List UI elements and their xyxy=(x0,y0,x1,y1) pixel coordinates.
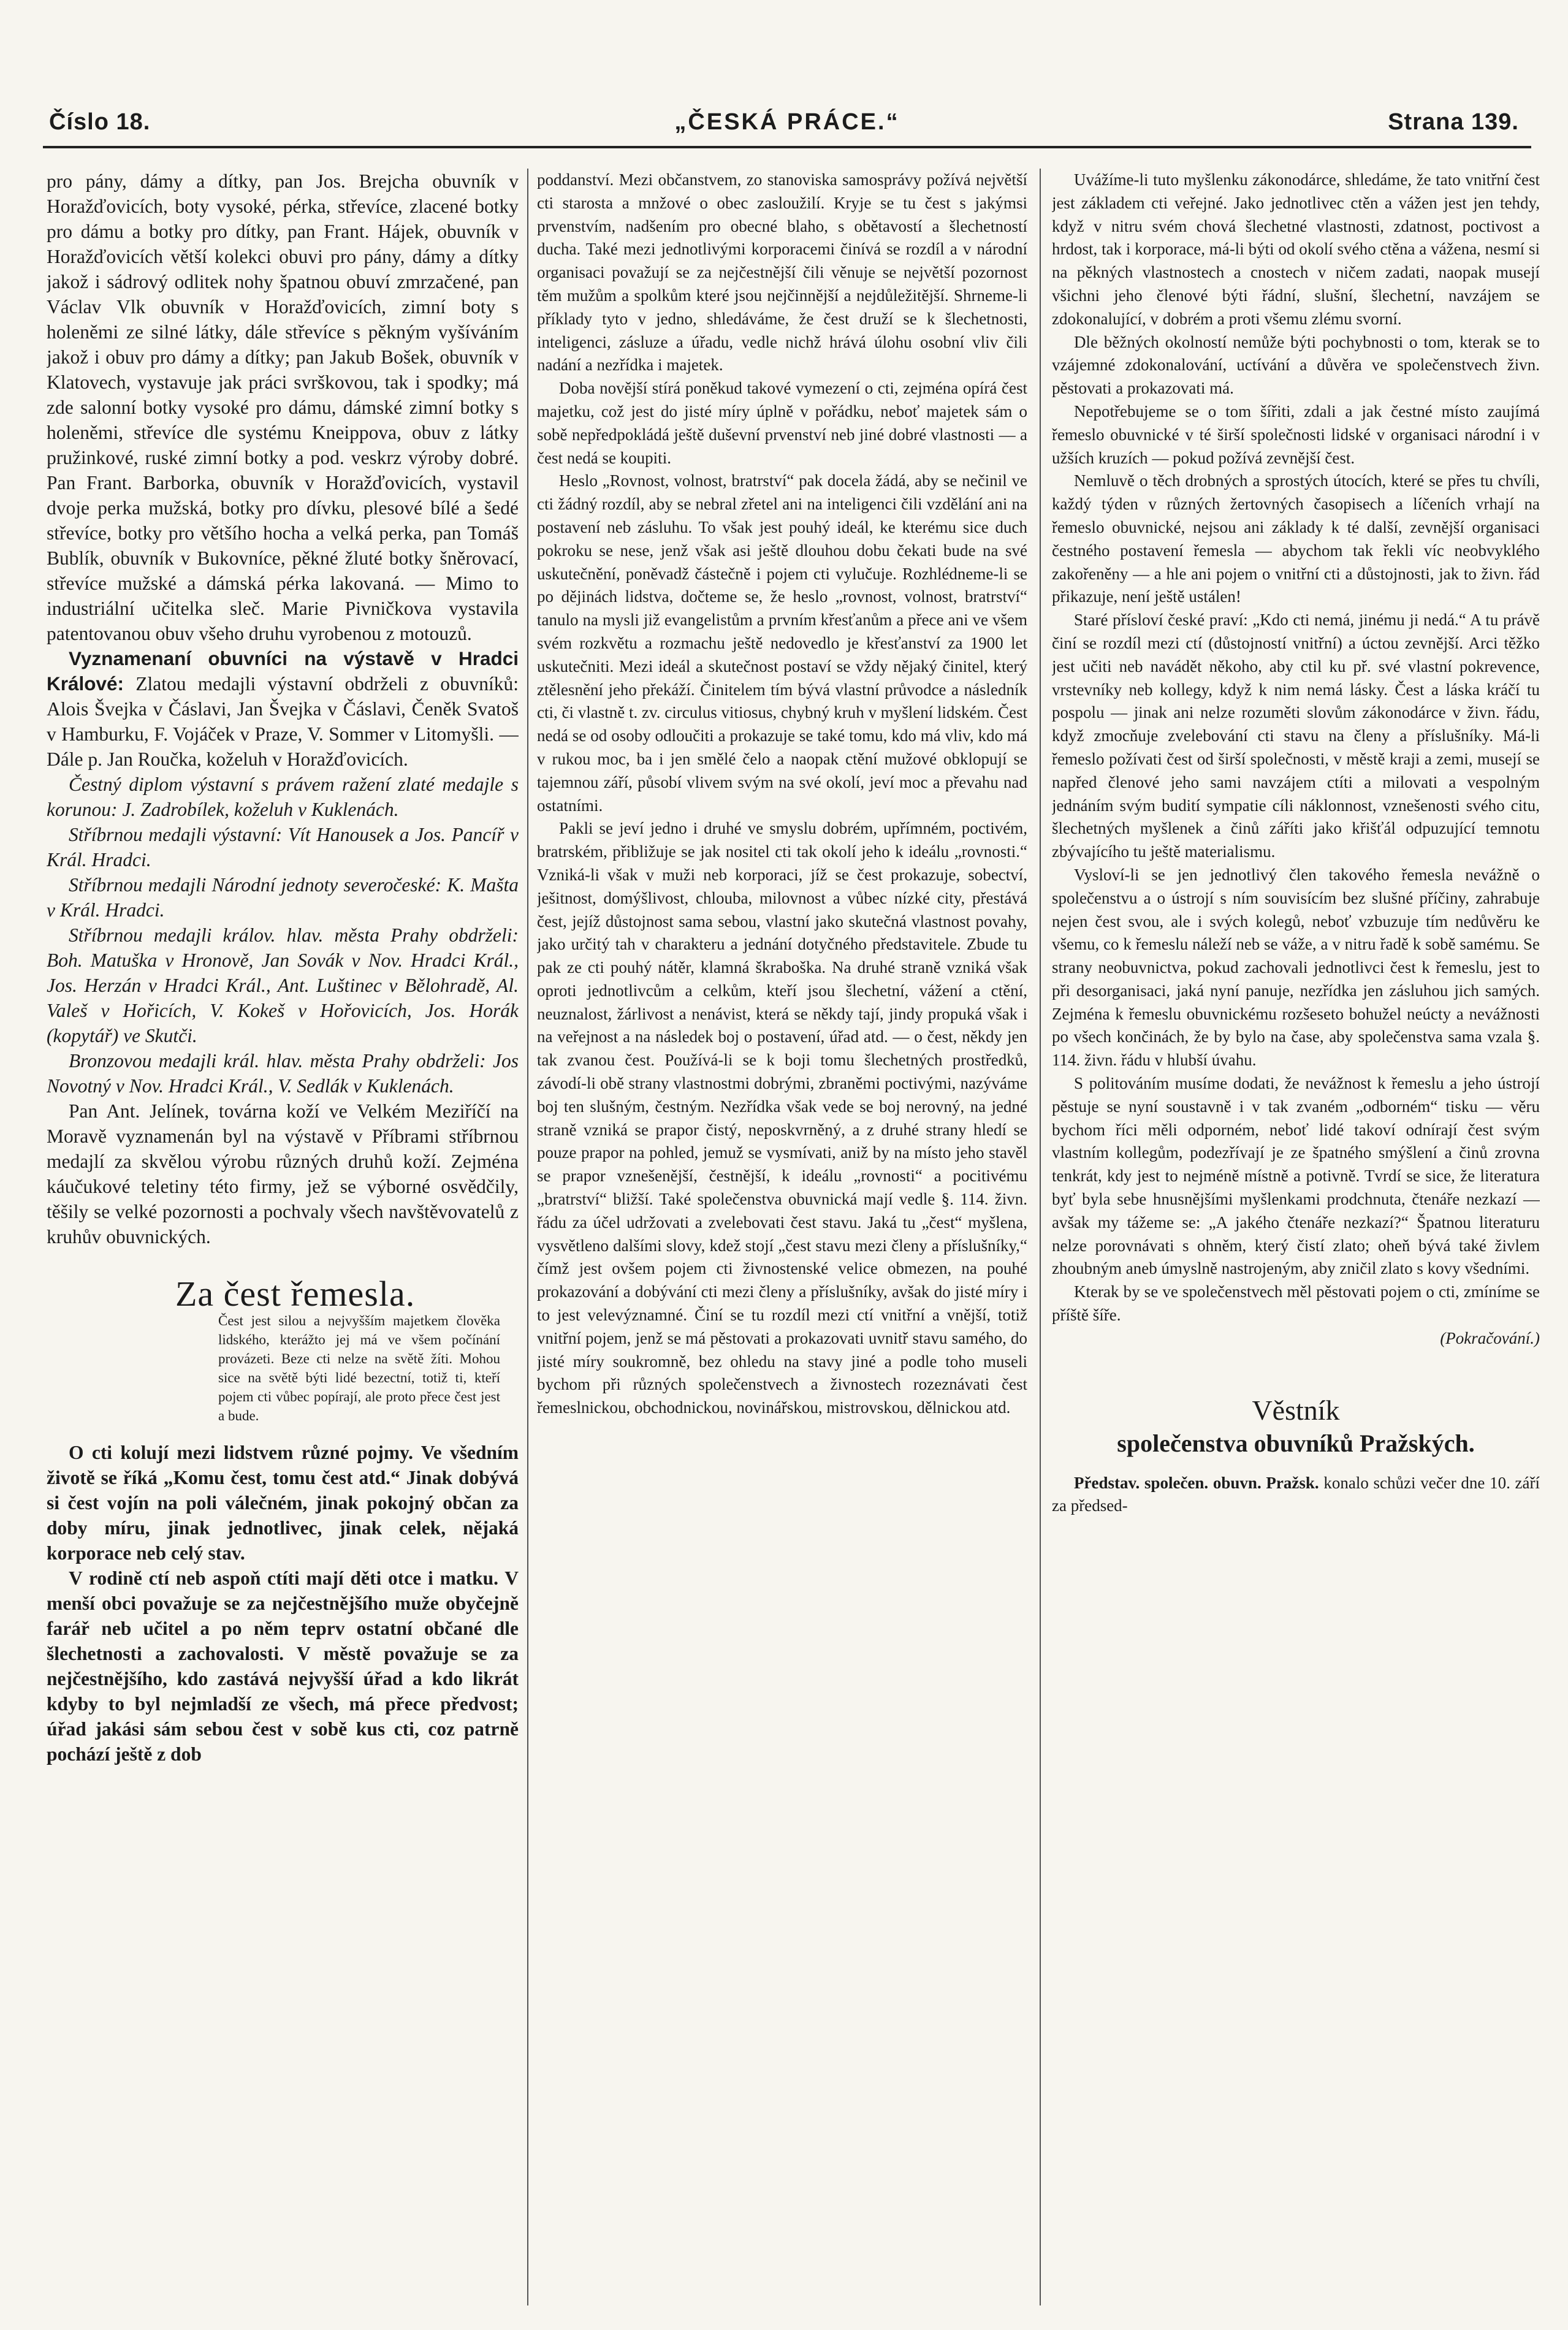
exhibitors-paragraph: pro pány, dámy a dítky, pan Jos. Brejcha obuvník v Horažďovicích, boty vysoké, pérka, střevíce, zlacené botky pro dámu a botky pro dítky, pan Frant. Hájek, obuvník v Horažďovicích větší kolekci obuvi pro pány, dámy a dítky jakož i sádrový odlitek nohy špatnou obuví zmrzačené, pan Václav Vlk obuvník v Horažďovicích, zimní boty s holeněmi ze silné látky, dále střevíce s pěkným vyšíváním jakož i obuv pro dámy a dítky; pan Jakub Bošek, obuvník v Klatovech, vystavuje jak práci svrškovou, tak i spodky; má zde salonní botky vysoké pro dámu, dámské zimní botky s holeněmi, střevíce dle systému Kneippova, obuv z látky pružinkové, ruské zimní botky a pod. veskrz výroby dobré. Pan Frant. Barborka, obuvník v Horažďovicích, vystavil dvoje perka mužská, botky pro dívku, plesové bílé a šedé střevíce, botky pro většího hocha a velká perka, pan Tomáš Bublík, obuvník v Bukovníce, pěkné žluté botky šněrovací, střevíce mužské a dámská pérka lakovaná. — Mimo to industriální učitelka sleč. Marie Pivničkova vystavila patentovanou obuv všeho druhu vyrobenou z motouzů. xyxy=(47,170,519,644)
article-paragraph: Pakli se jeví jedno i druhé ve smyslu dobrém, upřímném, poctivém, bratrském, přibližuje se jak nositel cti tak okolí jeho k ideálu „rovnosti.“ Vzniká-li však v muži neb korporaci, jíž se čest prokazuje, sobectví, ješitnost, domýšlivost, chlouba, milovnost a vůbec nízké city, přestává čest, jejíž důstojnost sama sebou, vlastní jako skutečná vlastnost povahy, jako určitý tah v charakteru a jednání dotyčného představitele. Zbude tu pak ze cti pouhý nátěr, klamná škraboška. Na druhé straně vzniká však oproti jednotlivcům a celkům, kteří jsou šlechetní, vážení a ctění, neuznalost, žárlivost a nenávist, která se někdy tají, jindy propuká však i na veřejnost a na následek boj o postavení, úřad atd. — o čest, někdy jen tak zvanou čest. Používá-li se k boji tomu šlechetných prostředků, závodí-li obě strany vlastnostmi dobrými, zbraněmi poctivými, nazýváme boj ten slušným, čestným. Nezřídka však vede se boj nerovný, na jedné straně vzniká se prapor čistý, neposkvrněný, a z druhé strany hledí se pouze prapor na pohled, jemuž se vysmívati, aniž by na místo jeho stavěl se prapor vznešenější, čestnější, k ideálu „rovnosti“ a pocitivému „bratrství“ bližší. Také společenstva obuvnická mají vedle §. 114. živn. řádu za účel udržovati a zvelebovati čest stavu. Jaká tu „čest“ myšlena, vysvětleno dalšími slovy, kdež stojí „čest stavu mezi členy a příslušníky,“ čímž jest ovšem pojem cti živnostenské velice obmezen, na pouhé prokazování a dobývání cti mezi členy a příslušníky, avšak do jisté míry i to jest velevýznamné. Činí se tu rozdíl mezi ctí vnitřní a vnější, totiž vnitřní pojem, jenž se má pěstovati a prokazovati uvnitř stavu samého, do jisté míry soukromně, bez ohledu na stavy jiné a podle toho museli bychom při různých společenstvech a živnostech rozeznávati čest řemeslnickou, obchodnickou, novinářskou, mistrovskou, dělnickou atd. xyxy=(537,819,1027,1417)
award-item: Stříbrnou medajli výstavní: Vít Hanousek a Jos. Pancíř v Král. Hradci. xyxy=(47,824,519,870)
section-title: Věstník xyxy=(1252,1394,1340,1426)
page-number: Strana 139. xyxy=(1388,109,1519,135)
issue-number: Číslo 18. xyxy=(49,109,151,135)
article-paragraph: V rodině ctí neb aspoň ctíti mají děti otce i matku. V menší obci považuje se za nejčestnějšího muže obyčejně farář neb učitel a po něm teprv ostatní občané dle šlechetnosti a zachovalosti. V městě považuje se za nejčestnějšího, kdo zastává nejvyšší úřad a kdo likrát kdyby to byl nejmladší ze všech, má přece předvost; úřad jakási sám sebou čest v sobě kus cti, coz patrně pochází ještě z dob xyxy=(47,1567,519,1765)
article-paragraph: Doba novější stírá poněkud takové vymezení o cti, zejména opírá čest majetku, což jest do jisté míry úplně v pořádku, neboť majetek sám o sobě nepředpokládá ještě duševní prvenství neb jiné dobré vlastnosti — a čest nedá se koupiti. xyxy=(537,379,1027,467)
article-paragraph: Dle běžných okolností nemůže býti pochybnosti o tom, kterak se to vzájemné zdokonalování, uctívání a důvěra ve společenstvech živn. pěstovati a prokazovati má. xyxy=(1052,332,1540,398)
continuation-note: (Pokračování.) xyxy=(1440,1328,1540,1347)
awards-gold: Zlatou medajli výstavní obdrželi z obuvníků: Alois Švejka v Čáslavi, Jan Švejka v Čáslavi, Čeněk Svatoš v Hamburku, F. Vojáček v Praze, V. Sommer v Litomyšli. — Dále p. Jan Roučka, koželuh v Horažďovicích. xyxy=(47,673,519,770)
article-paragraph: Vysloví-li se jen jednotlivý člen takového řemesla nevážně o společenstvu a o ústrojí s ním souvisícím bez slušné příčiny, zahrabuje nejen čest svou, ale i svých kolegů, neboť vzbuzuje tím nedůvěru ke všemu, co k řemeslu náleží neb se váže, a v nitru řadě k sobě samému. Se strany neobuvnictva, pokud zachovali jednotlivci čest k řemeslu, jest to při desorganisaci, jaká nyní panuje, nezřídka jen zásluhou jich samých. Zejména k řemeslu obuvnickému rozšeseto bohužel neúcty a nevážnosti po všech končinách, že by bylo na čase, aby společenstva sama vzala §. 114. živn. řádu v hlubší úvahu. xyxy=(1052,865,1540,1070)
article-paragraph: Nepotřebujeme se o tom šířiti, zdali a jak čestné místo zaujímá řemeslo obuvnické v té širší společnosti lidské v organisaci národní i v užších kruzích — pokud požívá zevnější čest. xyxy=(1052,402,1540,467)
section-subtitle: společenstva obuvníků Pražských. xyxy=(1117,1429,1475,1457)
article-paragraph: Heslo „Rovnost, volnost, bratrství“ pak docela žádá, aby se nečinil ve cti žádný rozdíl, aby se nebral zřetel ani na inteligenci čili vzdělání ani na postavení neb zásluhu. To však jest pouhý ideál, ke kterému sice duch pokroku se nese, jenž však asi ještě dlouhou dobu čekati bude na své uskutečnění, poněvadž částečně i pojem cti vylučuje. Rozhlédneme-li se po dějinách lidstva, dočteme se, že heslo „rovnost, volnost, bratrství“ tanulo na mysli již evangelistům a prvním křesťanům a přece ani ve všem svém rozkvětu a rozmachu ještě nedovedlo je křesťanství za 1900 let uskutečniti. Mezi ideál a skutečnost postaví se vždy nějaký činitel, který ztělesnění jeho překáží. Činitelem tím bývá vlastní průvodce a následník cti, či vlastně t. zv. circulus vitiosus, chybný kruh v myšlení lidském. Čest nedá se od osoby odloučiti a prokazuje se také tomu, kdo má vliv, kdo má v rukou moc, ba i jen smělé čelo a naopak ctění mužové obklopují se tajemnou září, působí vlivem svým na své okolí, jeví moc a převahu nad ostatními. xyxy=(537,471,1027,815)
column-3 xyxy=(1052,169,1540,2318)
article-paragraph: Kterak by se ve společenstvech měl pěstovati pojem o cti, zmíníme se příště šíře. xyxy=(1052,1282,1540,1325)
column-divider xyxy=(1040,169,1041,2305)
column-2 xyxy=(537,169,1027,2318)
article-title: Za čest řemesla. xyxy=(175,1274,416,1314)
article-paragraph: Nemluvě o těch drobných a sprostých útocích, které se přes tu chvíli, každý týden v různých žertovných časopisech a líčeních vrhají na řemeslo obuvnické, nejsou ani základy k té další, zevnější organisaci čestného postavení řemesla — abychom tak řekli víc neobvyklého zakořeněny — a hle ani pojem o vnitřní cti a důstojnosti, jak to živn. řád přikazuje, není ještě ustálen! xyxy=(1052,471,1540,606)
jelinek-paragraph: Pan Ant. Jelínek, továrna koží ve Velkém Meziříčí na Moravě vyznamenán byl na výstavě v Příbrami stříbrnou medajlí za skvělou výrobu různých druhů koží. Zejména káučukové teletiny této firmy, jež se výborné osvědčily, těšily se velké pozornosti a pochvaly všech navštěvovatelů z kruhův obuvnických. xyxy=(47,1100,519,1247)
award-item: Stříbrnou medajli Národní jednoty severočeské: K. Mašta v Král. Hradci. xyxy=(47,874,519,921)
column-divider xyxy=(527,169,528,2305)
article-paragraph: O cti kolují mezi lidstvem různé pojmy. Ve všedním životě se říká „Komu čest, tomu čest atd.“ Jinak dobývá si čest vojín na poli válečném, jinak pokojný občan za doby míru, jinak jednotlivec, jinak celek, nějaká korporace neb celý stav. xyxy=(47,1442,519,1564)
award-item: Bronzovou medajli král. hlav. města Prahy obdrželi: Jos Novotný v Nov. Hradci Král., V. Sedlák v Kuklenách. xyxy=(47,1050,519,1097)
column-1 xyxy=(47,169,519,2318)
article-paragraph: Staré přísloví české praví: „Kdo cti nemá, jinému ji nedá.“ A tu právě činí se rozdíl mezi ctí (důstojností vnitřní) a úctou zevnější. Arci těžko jest učiti neb navádět někoho, aby ctil ku př. své vlastní pokrevence, vrstevníky neb kollegy, když k nim nemá lásky. Čest a láska kráčí tu pospolu — jinak ani nelze rozuměti slovům zákonodárce v živn. řádu, když zmocňuje zvelebování cti stavu na členy a příslušníky. Má-li řemeslo požívati čest od širší společnosti, v městě kraji a zemi, musejí se napřed členové jeho sami navzájem ctíti a milovati a vespolným jednáním svým budití sympatie cíli náklonnost, vznešenosti svého citu, šlechetných myšlenek a činů záříti jako křišťál odpuzující temnotu zbývajícího tu ještě materialismu. xyxy=(1052,611,1540,861)
article-paragraph: Uvážíme-li tuto myšlenku zákonodárce, shledáme, že tato vnitřní čest jest základem cti veřejné. Jako jednotlivec ctěn a vážen jest jen tehdy, když v nitru svém chová šlechetné vlastnosti, zdatnost, poctivost a hrdost, tak i korporace, má-li býti od okolí svého ctěna a vážena, nesmí si na pěkných vlastnostech a cnostech v ničem zadati, naopak musejí všichni jeho členové býti řádní, slušní, šlechetní, navzájem se zdokonalující, v dobrém a proti všemu zlému svorní. xyxy=(1052,170,1540,328)
periodical-title: „ČESKÁ PRÁCE.“ xyxy=(674,109,900,135)
article-motto: Čest jest silou a nejvyšším majetkem člověka lidského, kterážto jej má ve všem počínání provázeti. Beze cti nelze na světě žíti. Mohou sice na světě býti lidé bezectní, totiž ti, kteří pojem cti vůbec popírají, ale proto přece čest jest a bude. xyxy=(218,1313,500,1423)
section-paragraph xyxy=(1052,1472,1540,1518)
article-paragraph: S politováním musíme dodati, že nevážnost k řemeslu a jeho ústrojí pěstuje se nyní soustavně i v tak zvaném „odborném“ tisku — věru bychom říci měli odporném, neboť lidé takoví odnírají čest svým vlastním kollegům, podezřívají je ze špatného smýšlení a činů zrovna tenkrát, kdy jest to nejméně místně a potivně. Tvrdí se sice, že literatura byť byla sebe hnusnějšími myšlenkami prodchnuta, čtenáře nezkazí — avšak my tážeme se: „A jakého čtenáře nezkazí?“ Špatnou literaturu nelze porovnávati s ohněm, který čistí zlato; oheň bývá také živlem zhoubným aneb úmyslně nastrojeným, aby zničil zlato s kovy všedními. xyxy=(1052,1074,1540,1278)
awards-heading: Vyznamenaní obuvníci na výstavě v Hradci Králové: xyxy=(47,647,519,695)
award-item: Čestný diplom výstavní s právem ražení zlaté medajle s korunou: J. Zadrobílek, koželuh v Kuklenách. xyxy=(47,774,519,820)
article-paragraph: poddanství. Mezi občanstvem, zo stanoviska samosprávy požívá největší cti starosta a mnžové o obec zasloužilí. Kryje se tu čest s jakýmsi prvenstvím, nadšením pro obecné blaho, s obětavostí a šlechetností ducha. Také mezi jednotlivými korporacemi činívá se rozdíl a v národní organisaci považují se za nejčestnější čili věnuje se největší pozornost těm mužům a spolkům které jsou nejčinnější a nejdůležitější. Shrneme-li příklady tyto v jedno, shledáváme, že čest druží se k šlechetnosti, inteligenci, zásluze a úřadu, vedle nichž hrává úlohu osobní vliv čili nadání a nezřídka i majetek. xyxy=(537,170,1027,375)
section-lead: Představ. společen. obuvn. Pražsk. xyxy=(1074,1473,1319,1492)
header-rule xyxy=(43,146,1531,148)
section-text: konalo schůzi večer dne 10. září za předsed- xyxy=(1052,1473,1540,1515)
award-item: Stříbrnou medajli králov. hlav. města Prahy obdrželi: Boh. Matuška v Hronově, Jan Sovák v Nov. Hradci Král., Jos. Herzán v Hradci Král., Ant. Luštinec v Bělohradě, Al. Valeš v Hořicích, V. Kokeš v Hořovicích, Jos. Horák (kopytář) ve Skutči. xyxy=(47,924,519,1046)
awards-paragraph xyxy=(47,646,519,772)
